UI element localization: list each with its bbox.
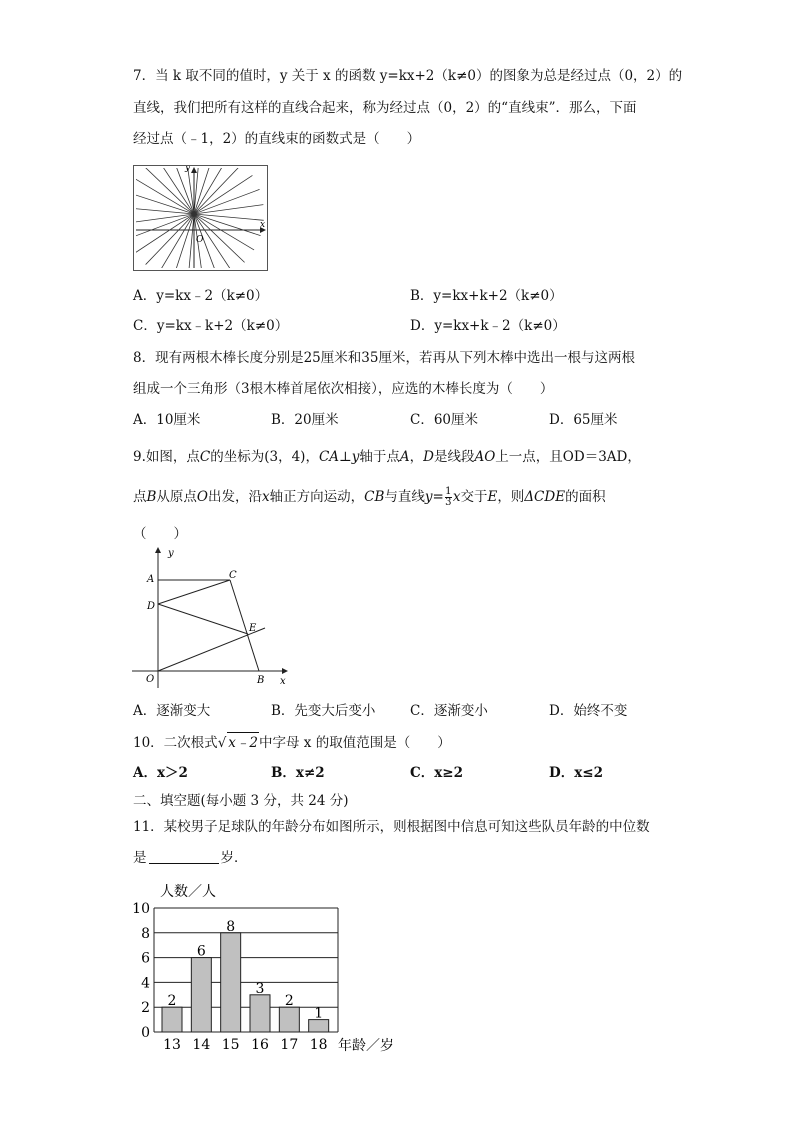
q9-l1-post: 上一点，且OD＝3AD， [495,449,641,465]
q10-sqrt-sign: √ [217,735,227,751]
q11-line-2 [133,848,248,868]
q9-line-1 [133,447,641,467]
bar-age-16 [250,995,270,1032]
q9-l1-pre: 9.如图，点 [133,449,200,465]
q9-l1-d: D [423,449,434,465]
q10-pre: 10．二次根式 [133,735,218,751]
q9-l2-y: y [424,489,433,505]
q7-line-bundle-svg [134,166,267,270]
x-tick-label-13: 13 [163,1037,181,1053]
q7-line-3: 经过点（﹣1，2）的直线束的函数式是（ ） [133,131,421,147]
data-label-age-18: 1 [314,1005,324,1022]
q9-l2-meet: 交于 [460,489,488,505]
q9-l2-along: 出发，沿 [208,489,262,505]
q8-option-a: A．10厘米 [133,412,201,428]
x-tick-label-18: 18 [309,1037,328,1053]
q7-origin-label: O [196,235,204,245]
q10-option-a: A．x＞2 [133,765,188,781]
q9-label-y: y [168,548,174,559]
q9-label-b: B [257,675,265,686]
q9-fraction-den: 3 [445,497,452,508]
q10-line [133,732,451,753]
q9-l1-ca: CA [318,449,340,465]
q9-fraction [445,487,452,508]
q9-l2-move: 轴正方向运动， [269,489,365,505]
q7-line-1: 7．当 k 取不同的值时，y 关于 x 的函数 y=kx+2（k≠0）的图象为总是经过点（0，2）的 [133,68,683,84]
q9-l2-then: ，则 [497,489,525,505]
q9-option-a: A．逐渐变大 [133,703,211,719]
q9-l1-perp: ⊥ [339,449,352,465]
bar-age-13 [162,1007,182,1032]
q9-l1-coord: 的坐标为(3，4)， [210,449,319,465]
q9-l2-e: E [487,489,498,505]
q7-option-a: A．y=kx﹣2（k≠0） [133,288,269,304]
y-tick-label: 10 [132,901,150,917]
q9-l2-from: 从原点 [156,489,197,505]
x-tick-label-14: 14 [192,1037,211,1053]
y-tick-label: 0 [141,1025,150,1041]
q10-option-d: D．x≤2 [549,765,603,781]
q9-fraction-num: 1 [445,486,452,497]
q9-l1-seg: 是线段 [433,449,475,465]
x-tick-label-16: 16 [251,1037,269,1053]
q8-option-d: D．65厘米 [549,412,618,428]
q9-label-c: C [229,570,237,581]
q11-answer-blank[interactable] [149,849,219,864]
y-tick-label: 2 [141,1000,150,1017]
q7-y-label: y [185,166,191,173]
q9-l2-tri: ΔCDE [524,489,566,505]
data-label-age-13: 2 [167,993,177,1010]
q9-label-a: A [147,574,155,585]
chart-x-axis-title: 年龄／岁 [338,1038,394,1054]
data-label-age-15: 8 [226,918,236,935]
q7-option-d: D．y=kx+k﹣2（k≠0） [410,318,566,334]
y-tick-label: 4 [141,975,150,992]
q7-option-c: C．y=kx﹣k+2（k≠0） [133,318,289,334]
q9-line-2 [133,487,606,508]
q11-line-1: 11．某校男子足球队的年龄分布如图所示，则根据图中信息可知这些队员年龄的中位数 [133,819,650,835]
q7-line-2: 直线，我们把所有这样的直线合起来，称为经过点（0，2）的“直线束”．那么，下面 [133,100,637,116]
q9-l1-axis: 轴于点 [359,449,400,465]
x-tick-label-15: 15 [221,1037,240,1053]
q11-age-bar-chart [120,878,410,1056]
x-tick-label-17: 17 [280,1037,299,1053]
q10-option-b: B．x≠2 [271,765,325,781]
y-tick-label: 6 [141,950,150,967]
q9-segment-dc [158,580,230,604]
q9-l1-y: y [351,449,360,465]
q9-l2-o: O [196,489,208,505]
data-label-age-16: 3 [255,980,265,997]
q9-l2-cb: CB [364,489,385,505]
q9-l1-a: A [399,449,410,465]
q9-label-x: x [280,676,286,687]
q9-label-d: D [147,601,156,612]
q9-line-y-third-x [158,628,265,671]
q9-option-b: B．先变大后变小 [271,703,376,719]
data-label-age-14: 6 [196,943,206,960]
q7-option-b: B．y=kx+k+2（k≠0） [410,288,563,304]
q10-radicand: x﹣2 [227,732,259,753]
q10-option-c: C．x≥2 [410,765,463,781]
q9-label-o: O [146,674,155,685]
q9-l2-b: B [146,489,157,505]
q9-l2-area: 的面积 [565,489,606,505]
q9-geometry-figure [130,542,300,690]
q9-segment-de [158,604,248,634]
q7-x-label: x [260,220,266,230]
q7-line-bundle-figure [133,165,268,271]
chart-y-tick-labels [132,901,150,1041]
data-label-age-17: 2 [284,993,294,1010]
q9-l1-comma: ， [409,449,424,465]
q9-l1-c: C [199,449,211,465]
q9-l1-ao: AO [474,449,496,465]
q9-label-e: E [249,623,257,634]
bar-age-14 [191,958,211,1032]
q9-line-3: （ ） [133,526,187,542]
q9-l2-x2: x [452,489,461,505]
q9-option-d: D．始终不变 [549,703,628,719]
q8-option-c: C．60厘米 [410,412,479,428]
q7-line-bundle [134,166,264,270]
q9-l2-with: 与直线 [384,489,425,505]
chart-x-tick-labels [163,1037,327,1053]
q9-option-c: C．逐渐变小 [410,703,488,719]
q11-line-2-post: 岁． [220,850,248,866]
q8-line-2: 组成一个三角形（3根木棒首尾依次相接），应选的木棒长度为（ ） [133,381,554,397]
q8-option-b: B．20厘米 [271,412,339,428]
q9-l2-pre: 点 [133,489,147,505]
section-2-title: 二、填空题(每小题 3 分，共 24 分) [133,793,349,809]
bar-age-15 [221,933,241,1032]
q8-line-1: 8．现有两根木棒长度分别是25厘米和35厘米，若再从下列木棒中选出一根与这两根 [133,350,635,366]
q10-post: 中字母 x 的取值范围是（ ） [259,735,451,751]
q9-l2-eq: = [432,489,444,505]
bar-age-17 [279,1007,299,1032]
chart-y-axis-title: 人数／人 [160,884,216,900]
q9-l2-x: x [262,489,270,505]
q11-line-2-pre: 是 [133,850,147,866]
y-tick-label: 8 [141,925,150,942]
